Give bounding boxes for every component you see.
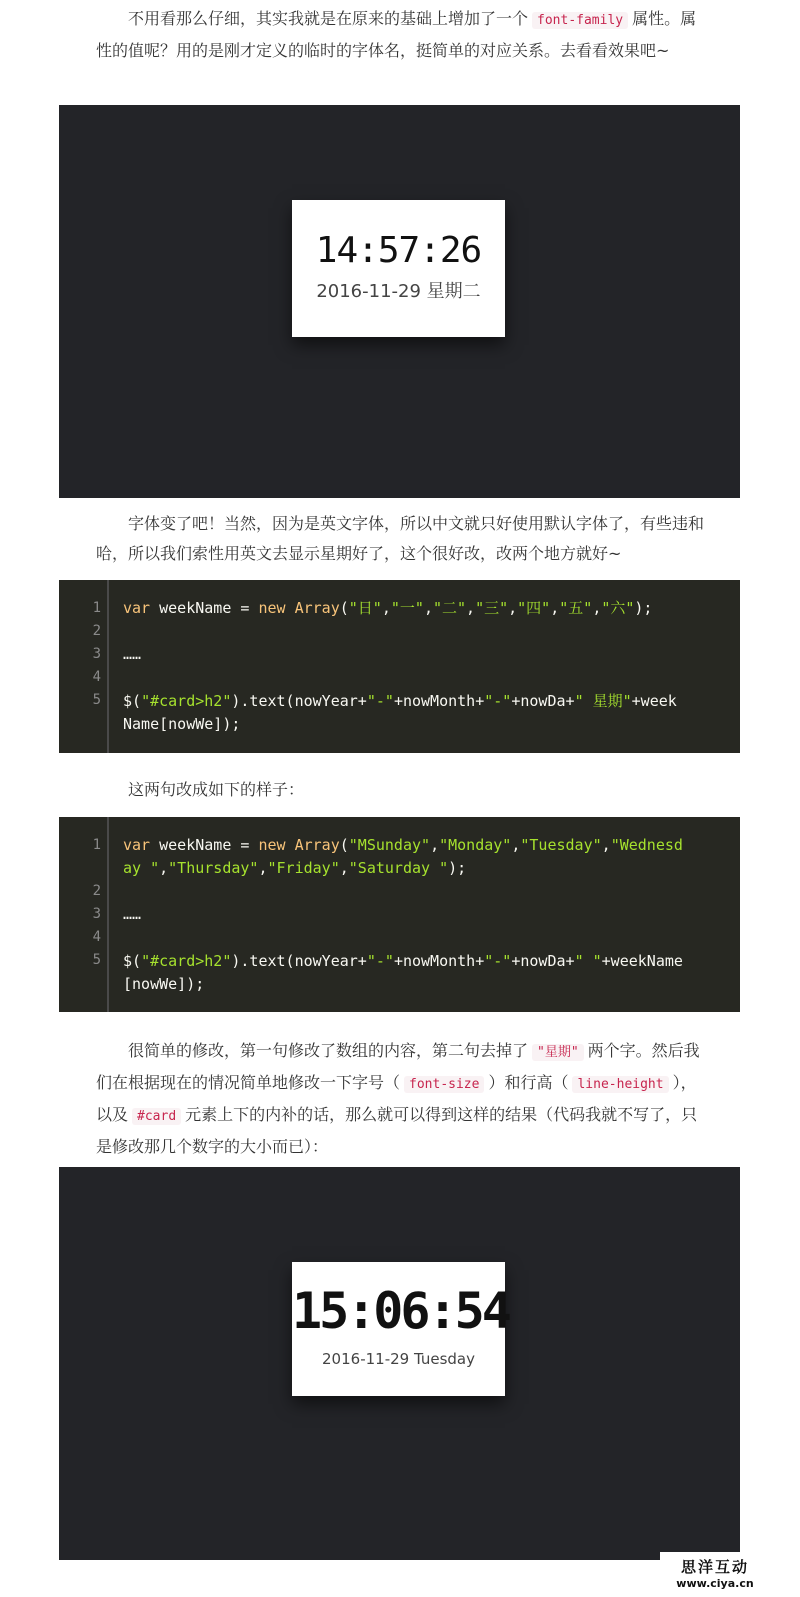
line-number: 4 xyxy=(92,929,101,945)
clock-time-1: 14:57:26 xyxy=(315,230,482,271)
line-number-gutter-1 xyxy=(59,580,109,753)
paragraph-1-text-after: 属性。属性的值呢？用的是刚才定义的临时的字体名，挺简单的对应关系。去看看效果吧~ xyxy=(96,9,697,60)
code-line-3: …… xyxy=(123,905,142,923)
paragraph-4-text: 很简单的修改，第一句修改了数组的内容，第二句去掉了 xyxy=(128,1041,529,1060)
line-number-gutter-2 xyxy=(59,817,109,1012)
clock-date-2: 2016-11-29 Tuesday xyxy=(322,1350,475,1368)
code-line-5: $("#card>h2").text(nowYear+"-"+nowMonth+"-"+nowDa+" "+weekName[nowWe]); xyxy=(123,952,683,993)
line-number: 4 xyxy=(92,669,101,685)
paragraph-4-text: ），以及 xyxy=(96,1073,697,1124)
code-line-1: var weekName = new Array("MSunday","Monday","Tuesday","Wednesday ","Thursday","Friday","Saturday "); xyxy=(123,836,683,877)
paragraph-1-text-before: 不用看那么仔细，其实我就是在原来的基础上增加了一个 xyxy=(128,9,529,28)
watermark-name: 思洋互动 xyxy=(680,1558,749,1576)
line-number: 3 xyxy=(92,646,101,662)
paragraph-4-text: ）和行高（ xyxy=(488,1073,569,1092)
clock-time-2: 15:06:54 xyxy=(292,1282,509,1340)
inline-code-font-family: font-family xyxy=(532,12,628,29)
code-line-3: …… xyxy=(123,645,142,663)
code-block-1 xyxy=(59,580,740,753)
code-line-5: $("#card>h2").text(nowYear+"-"+nowMonth+"-"+nowDa+" 星期"+weekName[nowWe]); xyxy=(123,692,677,733)
clock-card-1 xyxy=(292,200,505,337)
watermark-url: www.ciya.cn xyxy=(676,1577,754,1590)
code-line-1: var weekName = new Array("日","一","二","三","四","五","六"); xyxy=(123,599,653,617)
code-block-2 xyxy=(59,817,740,1012)
line-number: 1 xyxy=(92,837,101,853)
line-number: 2 xyxy=(92,623,101,639)
paragraph-2: 字体变了吧！当然，因为是英文字体，所以中文就只好使用默认字体了，有些违和哈，所以我们索性用英文去显示星期好了，这个很好改，改两个地方就好~ xyxy=(96,514,705,563)
clock-card-2 xyxy=(292,1262,509,1396)
demo-preview-2 xyxy=(59,1167,740,1560)
site-watermark xyxy=(660,1552,770,1597)
paragraph-4-text: 两个字。然后我们在根据现在的情况简单地修改一下字号（ xyxy=(96,1041,700,1092)
clock-date-1: 2016-11-29 星期二 xyxy=(316,281,481,302)
paragraph-3: 这两句改成如下的样子： xyxy=(128,780,305,799)
line-number: 1 xyxy=(92,600,101,616)
inline-code-line-height: line-height xyxy=(572,1076,668,1093)
inline-code-font-size: font-size xyxy=(404,1076,484,1093)
inline-code-xingqi: "星期" xyxy=(532,1044,584,1061)
paragraph-4 xyxy=(96,1036,706,1162)
paragraph-1 xyxy=(96,4,706,66)
article-column xyxy=(59,0,740,1597)
line-number: 5 xyxy=(92,692,101,708)
demo-preview-1 xyxy=(59,105,740,498)
inline-code-card: #card xyxy=(132,1108,181,1125)
paragraph-4-text: 元素上下的内补的话，那么就可以得到这样的结果（代码我就不写了，只是修改那几个数字的大小而已）： xyxy=(96,1105,698,1156)
line-number: 5 xyxy=(92,952,101,968)
line-number: 3 xyxy=(92,906,101,922)
line-number: 2 xyxy=(92,883,101,899)
